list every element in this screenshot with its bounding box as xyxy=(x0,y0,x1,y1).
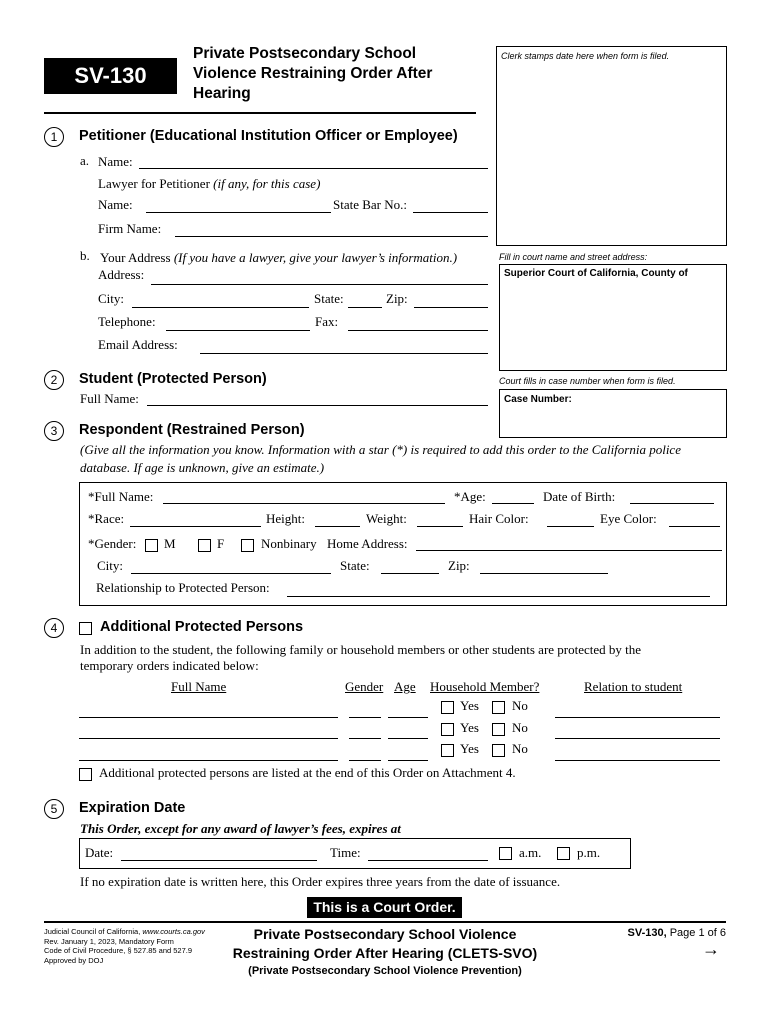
resp-hair-label: Hair Color: xyxy=(469,511,529,526)
state-bar-label: State Bar No.: xyxy=(333,197,408,212)
person-1-yes-checkbox[interactable] xyxy=(441,701,454,714)
footer-left-line-3: Code of Civil Procedure, § 527.85 and 527.9 xyxy=(44,946,193,955)
gender-m-label: M xyxy=(164,536,176,551)
s1-b-marker: b. xyxy=(80,248,90,263)
col-gender: Gender xyxy=(345,679,384,694)
resp-relationship-field[interactable] xyxy=(287,596,710,597)
person-3-yes-checkbox[interactable] xyxy=(441,744,454,757)
expiration-date-field[interactable] xyxy=(121,860,317,861)
am-label: a.m. xyxy=(519,845,542,860)
person-3-name-field[interactable] xyxy=(79,760,338,761)
attachment-4-label: Additional protected persons are listed at the end of this Order on Attachment 4. xyxy=(99,765,516,780)
expiration-date-label: Date: xyxy=(85,845,114,860)
resp-city-field[interactable] xyxy=(131,573,331,574)
footer-page-info xyxy=(620,927,726,939)
fax-label: Fax: xyxy=(315,314,339,329)
attachment-4-checkbox[interactable] xyxy=(79,768,92,781)
footer-left-line-1 xyxy=(44,927,205,937)
form-id-box xyxy=(44,58,177,94)
city-field[interactable] xyxy=(132,307,309,308)
section-5-number: 5 xyxy=(44,799,64,819)
footer-left xyxy=(44,927,205,965)
resp-race-field[interactable] xyxy=(130,526,261,527)
resp-hair-field[interactable] xyxy=(547,526,594,527)
person-1-no-label: No xyxy=(512,698,528,713)
court-order-banner xyxy=(307,897,462,918)
section-1-title: Petitioner (Educational Institution Officer or Employee) xyxy=(79,128,458,144)
person-2-age-field[interactable] xyxy=(388,738,428,739)
gender-f-checkbox[interactable] xyxy=(198,539,211,552)
student-name-label: Full Name: xyxy=(80,391,139,406)
resp-relationship-label: Relationship to Protected Person: xyxy=(96,580,270,595)
address-label: Address: xyxy=(98,267,145,282)
zip-label: Zip: xyxy=(386,291,408,306)
form-title xyxy=(193,44,432,104)
resp-eye-field[interactable] xyxy=(669,526,720,527)
court-hint: Fill in court name and street address: xyxy=(499,252,648,262)
footer-council: Judicial Council of California, xyxy=(44,927,141,936)
resp-height-field[interactable] xyxy=(315,526,360,527)
resp-zip-label: Zip: xyxy=(448,558,470,573)
gender-nonbinary-checkbox[interactable] xyxy=(241,539,254,552)
resp-race-label: *Race: xyxy=(88,511,125,526)
email-field[interactable] xyxy=(200,353,488,354)
resp-home-address-field[interactable] xyxy=(416,550,722,551)
am-checkbox[interactable] xyxy=(499,847,512,860)
footer-subtitle: (Private Postsecondary School Violence Prevention) xyxy=(248,965,522,977)
footer-left-line-2: Rev. January 1, 2023, Mandatory Form xyxy=(44,936,174,946)
resp-eye-label: Eye Color: xyxy=(600,511,657,526)
person-3-age-field[interactable] xyxy=(388,760,428,761)
person-1-yes-label: Yes xyxy=(460,698,479,713)
person-2-relation-field[interactable] xyxy=(555,738,720,739)
footer-page-number: Page 1 of 6 xyxy=(669,927,726,939)
respondent-note-2: database. If age is unknown, give an estimate.) xyxy=(80,460,325,475)
resp-name-field[interactable] xyxy=(163,503,445,504)
section-1-number: 1 xyxy=(44,127,64,147)
state-label: State: xyxy=(314,291,344,306)
col-household: Household Member? xyxy=(430,679,540,694)
firm-name-label: Firm Name: xyxy=(98,221,162,236)
section-2-number: 2 xyxy=(44,370,64,390)
section-5-title: Expiration Date xyxy=(79,800,186,816)
person-1-no-checkbox[interactable] xyxy=(492,701,505,714)
case-number-label: Case Number: xyxy=(504,394,572,405)
additional-persons-checkbox[interactable] xyxy=(79,622,92,635)
footer-left-line-4: Approved by DOJ xyxy=(44,955,104,965)
resp-city-label: City: xyxy=(97,558,124,573)
your-address-note: (If you have a lawyer, give your lawyer’s information.) xyxy=(173,250,458,265)
court-name-box[interactable] xyxy=(499,264,727,371)
resp-dob-label: Date of Birth: xyxy=(543,489,616,504)
pm-label: p.m. xyxy=(577,845,601,860)
zip-field[interactable] xyxy=(414,307,488,308)
person-2-yes-checkbox[interactable] xyxy=(441,723,454,736)
court-order-banner-text: This is a Court Order. xyxy=(313,899,456,915)
form-title-line-1: Private Postsecondary School xyxy=(193,45,417,62)
telephone-field[interactable] xyxy=(166,330,310,331)
telephone-label: Telephone: xyxy=(98,314,156,329)
section-3-title: Respondent (Restrained Person) xyxy=(79,422,305,438)
next-page-arrow-icon[interactable]: → xyxy=(702,939,720,959)
address-field[interactable] xyxy=(151,284,488,285)
resp-gender-label: *Gender: xyxy=(88,536,137,551)
student-name-field[interactable] xyxy=(147,405,488,406)
person-3-no-checkbox[interactable] xyxy=(492,744,505,757)
expiration-footnote: If no expiration date is written here, this Order expires three years from the date of issuance. xyxy=(80,874,561,889)
form-title-line-2: Violence Restraining Order After xyxy=(193,65,433,82)
expiration-note: This Order, except for any award of lawyer’s fees, expires at xyxy=(80,821,401,836)
fax-field[interactable] xyxy=(348,330,488,331)
s4-intro-2: temporary orders indicated below: xyxy=(80,658,259,673)
resp-home-address-label: Home Address: xyxy=(327,536,408,551)
your-address-text: Your Address xyxy=(100,250,171,265)
your-address-label xyxy=(100,250,457,266)
pm-checkbox[interactable] xyxy=(557,847,570,860)
resp-height-label: Height: xyxy=(266,511,305,526)
gender-nonbinary-label: Nonbinary xyxy=(261,536,317,551)
person-3-yes-label: Yes xyxy=(460,741,479,756)
col-relation: Relation to student xyxy=(584,679,683,694)
col-full-name: Full Name xyxy=(171,679,227,694)
resp-weight-field[interactable] xyxy=(417,526,463,527)
lawyer-label xyxy=(98,176,320,192)
s1-a-marker: a. xyxy=(80,153,90,168)
lawyer-label-text: Lawyer for Petitioner xyxy=(98,176,210,191)
resp-age-field[interactable] xyxy=(492,503,534,504)
state-bar-field[interactable] xyxy=(413,212,488,213)
person-1-name-field[interactable] xyxy=(79,717,338,718)
footer-title xyxy=(200,925,570,979)
expiration-time-field[interactable] xyxy=(368,860,488,861)
lawyer-name-label: Name: xyxy=(98,197,133,212)
court-name-label: Superior Court of California, County of xyxy=(504,268,688,279)
col-age: Age xyxy=(394,679,416,694)
person-1-age-field[interactable] xyxy=(388,717,428,718)
form-id: SV-130 xyxy=(74,63,147,88)
person-2-yes-label: Yes xyxy=(460,720,479,735)
gender-m-checkbox[interactable] xyxy=(145,539,158,552)
resp-dob-field[interactable] xyxy=(630,503,714,504)
person-2-gender-field[interactable] xyxy=(349,738,381,739)
case-number-box[interactable] xyxy=(499,389,727,438)
section-4-title: Additional Protected Persons xyxy=(100,619,304,635)
footer-website[interactable]: www.courts.ca.gov xyxy=(142,927,205,936)
footer-title-line-1: Private Postsecondary School Violence xyxy=(253,926,517,942)
header-rule xyxy=(44,112,476,114)
state-field[interactable] xyxy=(348,307,382,308)
petitioner-name-field[interactable] xyxy=(139,168,488,169)
petitioner-name-label: Name: xyxy=(98,154,133,169)
clerk-stamp-box xyxy=(496,46,727,246)
footer-title-line-2: Restraining Order After Hearing (CLETS-SVO) xyxy=(232,945,538,961)
resp-name-label: *Full Name: xyxy=(88,489,154,504)
resp-zip-field[interactable] xyxy=(480,573,608,574)
person-3-no-label: No xyxy=(512,741,528,756)
email-label: Email Address: xyxy=(98,337,178,352)
section-3-number: 3 xyxy=(44,421,64,441)
firm-name-field[interactable] xyxy=(175,236,488,237)
respondent-note-1: (Give all the information you know. Information with a star (*) is required to add this order to the California police xyxy=(80,442,681,457)
section-4-number: 4 xyxy=(44,618,64,638)
person-3-gender-field[interactable] xyxy=(349,760,381,761)
person-1-gender-field[interactable] xyxy=(349,717,381,718)
resp-state-field[interactable] xyxy=(381,573,439,574)
case-number-hint: Court fills in case number when form is filed. xyxy=(499,376,676,386)
city-label: City: xyxy=(98,291,125,306)
lawyer-name-field[interactable] xyxy=(146,212,331,213)
resp-weight-label: Weight: xyxy=(366,511,407,526)
form-title-line-3: Hearing xyxy=(193,85,251,102)
person-1-relation-field[interactable] xyxy=(555,717,720,718)
resp-age-label: *Age: xyxy=(454,489,486,504)
expiration-time-label: Time: xyxy=(330,845,361,860)
person-2-no-label: No xyxy=(512,720,528,735)
clerk-stamp-hint: Clerk stamps date here when form is filed. xyxy=(501,51,670,61)
lawyer-note: (if any, for this case) xyxy=(213,176,321,191)
s4-intro-1: In addition to the student, the following family or household members or other students are protected by the xyxy=(80,642,642,657)
person-2-no-checkbox[interactable] xyxy=(492,723,505,736)
person-3-relation-field[interactable] xyxy=(555,760,720,761)
footer-rule xyxy=(44,921,726,923)
resp-state-label: State: xyxy=(340,558,370,573)
gender-f-label: F xyxy=(217,536,225,551)
footer-form-id: SV-130, xyxy=(627,927,667,939)
person-2-name-field[interactable] xyxy=(79,738,338,739)
section-2-title: Student (Protected Person) xyxy=(79,371,267,387)
